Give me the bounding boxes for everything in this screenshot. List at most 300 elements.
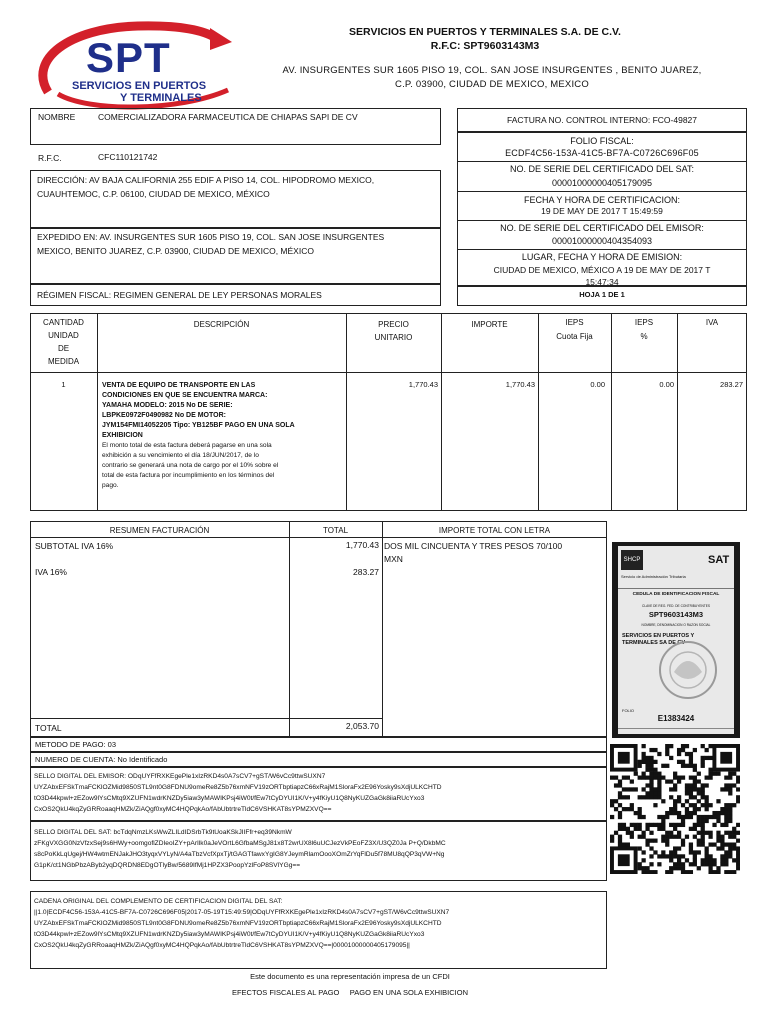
qr-module [689, 752, 693, 756]
qr-module [614, 831, 618, 835]
qr-module [716, 772, 720, 776]
qr-module [669, 756, 673, 760]
client-address-line1: DIRECCIÓN: AV BAJA CALIFORNIA 255 EDIF A PISO 14, COL. HIPODROMO MEXICO, [37, 175, 375, 185]
qr-module [649, 862, 653, 866]
client-rfc: CFC110121742 [98, 152, 158, 162]
qr-module [693, 748, 697, 752]
qr-module [693, 764, 697, 768]
qr-module [673, 772, 677, 776]
desc-bold-1: CONDICIONES EN QUE SE ENCUENTRA MARCA: [102, 392, 268, 399]
qr-module [665, 854, 669, 858]
qr-module [653, 760, 657, 764]
qr-module [720, 846, 724, 850]
qr-module [645, 783, 649, 787]
qr-module [661, 854, 665, 858]
qr-module [618, 842, 622, 846]
col-cantidad-4: MEDIDA [47, 357, 80, 366]
qr-module [685, 764, 689, 768]
qr-module [697, 772, 701, 776]
qr-module [724, 862, 728, 866]
qr-module [677, 760, 681, 764]
qr-module [697, 866, 701, 870]
cedula-title: CEDULA DE IDENTIFICACION FISCAL [632, 592, 720, 597]
qr-module [705, 776, 709, 780]
qr-module [673, 799, 677, 803]
qr-module [653, 803, 657, 807]
qr-module [708, 756, 712, 760]
desc-normal-4: pago. [102, 482, 119, 489]
item-ieps-cuota: 0.00 [590, 380, 605, 389]
qr-module [693, 768, 697, 772]
qr-module [693, 835, 697, 839]
qr-module [614, 799, 618, 803]
qr-module [708, 858, 712, 862]
total-label: TOTAL [35, 723, 62, 733]
qr-module [697, 850, 701, 854]
qr-module [712, 823, 716, 827]
qr-module [712, 858, 716, 862]
qr-module [673, 787, 677, 791]
qr-module [673, 823, 677, 827]
qr-module [705, 850, 709, 854]
sello-sat-label: SELLO DIGITAL DEL SAT: bcTdqNmzLKsWwZLILdIDSrbTk9tUoaKSkJIIFfr+eq39NkmW [34, 829, 292, 836]
qr-module [736, 776, 740, 780]
qr-module [638, 823, 642, 827]
qr-module [642, 866, 646, 870]
qr-module [708, 815, 712, 819]
qr-module [724, 858, 728, 862]
cedula-folio-label: FOLIO [622, 708, 635, 713]
lugar-line1: CIUDAD DE MEXICO, MÉXICO A 19 DE MAY DE 2017 T [493, 265, 711, 275]
qr-module [630, 835, 634, 839]
servicio-text: Servicio de Administración Tributaria [621, 574, 686, 579]
qr-module [728, 815, 732, 819]
qr-module [610, 835, 614, 839]
qr-module [669, 779, 673, 783]
qr-module [736, 779, 740, 783]
col-ieps-pct-2: % [640, 332, 648, 341]
qr-module [653, 839, 657, 843]
qr-module [669, 850, 673, 854]
rfc-label: R.F.C. [38, 153, 62, 163]
qr-module [728, 842, 732, 846]
qr-module [645, 823, 649, 827]
qr-module [661, 835, 665, 839]
desc-bold-5: EXHIBICION [102, 432, 143, 439]
resumen-label: RESUMEN FACTURACIÓN [109, 526, 210, 535]
qr-module [685, 799, 689, 803]
qr-module [634, 787, 638, 791]
footer-payment-note: EFECTOS FISCALES AL PAGO PAGO EN UNA SOLA EXHIBICION [231, 988, 469, 997]
cadena-original [34, 896, 604, 951]
qr-module [653, 787, 657, 791]
qr-module [693, 783, 697, 787]
qr-module [657, 787, 661, 791]
qr-module [657, 783, 661, 787]
importe-letra-label: IMPORTE TOTAL CON LETRA [438, 526, 551, 535]
qr-module [732, 827, 736, 831]
qr-module [697, 791, 701, 795]
shcp-logo [621, 550, 643, 570]
company-rfc: R.F.C: SPT9603143M3 [430, 40, 540, 52]
qr-module [622, 823, 626, 827]
qr-module [685, 752, 689, 756]
qr-module [708, 803, 712, 807]
qr-module [732, 803, 736, 807]
qr-module [701, 835, 705, 839]
qr-module [669, 831, 673, 835]
qr-module [728, 835, 732, 839]
qr-module [657, 752, 661, 756]
company-name: SERVICIOS EN PUERTOS Y TERMINALES S.A. DE C.V. [349, 26, 621, 38]
qr-module [626, 842, 630, 846]
qr-module [622, 827, 626, 831]
summary-box [30, 521, 607, 737]
qr-module [669, 858, 673, 862]
qr-module [622, 807, 626, 811]
qr-module [645, 827, 649, 831]
qr-module [693, 803, 697, 807]
item-ieps-pct: 0.00 [659, 380, 674, 389]
qr-module [685, 783, 689, 787]
qr-module [622, 842, 626, 846]
lugar-line2: 15:47:34 [585, 277, 619, 285]
qr-module [622, 795, 626, 799]
client-name: COMERCIALIZADORA FARMACEUTICA DE CHIAPAS SAPI DE CV [98, 112, 358, 122]
qr-module [697, 819, 701, 823]
qr-module [649, 776, 653, 780]
qr-module [701, 842, 705, 846]
qr-module [657, 823, 661, 827]
qr-module [705, 819, 709, 823]
company-address-line1: AV. INSURGENTES SUR 1605 PISO 19, COL. SAN JOSE INSURGENTES , BENITO JUAREZ, [282, 65, 702, 76]
qr-module [705, 783, 709, 787]
qr-module [685, 807, 689, 811]
qr-module [693, 795, 697, 799]
qr-module [689, 850, 693, 854]
qr-module [669, 854, 673, 858]
qr-module [657, 795, 661, 799]
qr-module [708, 866, 712, 870]
qr-module [649, 823, 653, 827]
qr-module [677, 823, 681, 827]
qr-module [720, 823, 724, 827]
qr-module [630, 779, 634, 783]
subtotal-value: 1,770.43 [345, 540, 379, 550]
qr-module [669, 823, 673, 827]
item-precio: 1,770.43 [408, 380, 438, 389]
qr-module [653, 870, 657, 874]
qr-module [720, 835, 724, 839]
desc-bold-4: JYM154FMI14052205 Tipo: YB125BF PAGO EN UNA SOLA [102, 422, 295, 429]
qr-module [724, 787, 728, 791]
qr-module [720, 811, 724, 815]
item-iva: 283.27 [720, 380, 743, 389]
qr-module [669, 744, 673, 748]
qr-module [724, 811, 728, 815]
qr-module [681, 744, 685, 748]
metodo-box [30, 737, 607, 752]
qr-module [618, 811, 622, 815]
qr-module [645, 870, 649, 874]
qr-module [716, 799, 720, 803]
qr-module [708, 831, 712, 835]
qr-module [697, 779, 701, 783]
qr-module [669, 866, 673, 870]
qr-module [736, 858, 740, 862]
qr-module [649, 748, 653, 752]
qr-module [689, 815, 693, 819]
qr-module [610, 803, 614, 807]
qr-module [649, 787, 653, 791]
qr-module [701, 815, 705, 819]
qr-module [732, 858, 736, 862]
qr-module [642, 870, 646, 874]
qr-finder-pattern [618, 854, 630, 866]
qr-module [708, 776, 712, 780]
qr-module [673, 776, 677, 780]
qr-module [685, 870, 689, 874]
qr-module [708, 854, 712, 858]
qr-module [653, 772, 657, 776]
qr-module [736, 866, 740, 870]
qr-module [677, 858, 681, 862]
qr-module [661, 799, 665, 803]
qr-module [716, 870, 720, 874]
qr-module [689, 842, 693, 846]
qr-module [716, 846, 720, 850]
qr-module [669, 787, 673, 791]
qr-module [705, 807, 709, 811]
qr-module [689, 776, 693, 780]
numero-cuenta: NUMERO DE CUENTA: No Identificado [35, 755, 168, 764]
qr-module [705, 854, 709, 858]
col-precio-2: UNITARIO [374, 333, 413, 342]
qr-module [634, 772, 638, 776]
logo-line1: SERVICIOS EN PUERTOS [72, 80, 207, 92]
qr-module [661, 823, 665, 827]
qr-module [661, 819, 665, 823]
iva-label: IVA 16% [35, 567, 67, 577]
qr-module [661, 827, 665, 831]
qr-module [642, 752, 646, 756]
qr-module [736, 787, 740, 791]
qr-module [693, 858, 697, 862]
qr-module [716, 811, 720, 815]
qr-module [649, 779, 653, 783]
qr-module [622, 776, 626, 780]
qr-module [701, 787, 705, 791]
qr-module [665, 831, 669, 835]
qr-module [697, 807, 701, 811]
qr-module [708, 870, 712, 874]
item-cantidad: 1 [61, 380, 66, 389]
cedula-fiscal-image [612, 542, 740, 738]
qr-module [630, 803, 634, 807]
qr-module [677, 748, 681, 752]
qr-module [720, 842, 724, 846]
qr-module [661, 850, 665, 854]
qr-module [689, 803, 693, 807]
qr-module [673, 850, 677, 854]
qr-module [708, 768, 712, 772]
expedido-line1: EXPEDIDO EN: AV. INSURGENTES SUR 1605 PISO 19, COL. SAN JOSE INSURGENTES [37, 232, 385, 242]
sello-emisor-line: CxOS2QkU4kqZyGRRoaaqHMZk/ZiAQgf0xyMC4HQPqkAo/fAbUbtrtreTldC6VSHKAT8sYPMZXVQ== [34, 806, 332, 813]
qr-module [712, 862, 716, 866]
qr-module [712, 811, 716, 815]
qr-module [681, 842, 685, 846]
qr-module [634, 827, 638, 831]
cadena-line: CxOS2QkU4kqZyGRRoaaqHMZk/ZiAQgf0xyMC4HQPqkAo/fAbUbtrtreTldC6VSHKAT8sYPMZXVQ==|00001000000405179095|| [34, 942, 410, 949]
qr-module [618, 795, 622, 799]
qr-module [712, 772, 716, 776]
qr-module [732, 870, 736, 874]
qr-module [728, 850, 732, 854]
qr-module [649, 831, 653, 835]
qr-module [697, 823, 701, 827]
qr-module [645, 764, 649, 768]
qr-module [708, 744, 712, 748]
qr-module [665, 870, 669, 874]
qr-module [638, 815, 642, 819]
qr-module [724, 776, 728, 780]
qr-module [701, 744, 705, 748]
qr-module [610, 799, 614, 803]
qr-module [689, 760, 693, 764]
qr-module [693, 823, 697, 827]
qr-module [728, 807, 732, 811]
qr-module [732, 831, 736, 835]
qr-module [681, 776, 685, 780]
qr-module [673, 866, 677, 870]
qr-module [638, 764, 642, 768]
qr-module [681, 760, 685, 764]
qr-module [618, 815, 622, 819]
qr-module [653, 748, 657, 752]
qr-module [634, 811, 638, 815]
desc-normal-1: exhibición a su vencimiento el día 18/JUN/2017, de lo [102, 452, 259, 459]
qr-module [728, 831, 732, 835]
qr-module [685, 744, 689, 748]
qr-module [724, 819, 728, 823]
qr-module [669, 811, 673, 815]
qr-module [677, 862, 681, 866]
qr-module [677, 779, 681, 783]
qr-module [653, 850, 657, 854]
regimen-fiscal: RÉGIMEN FISCAL: REGIMEN GENERAL DE LEY PERSONAS MORALES [37, 290, 322, 300]
qr-module [657, 815, 661, 819]
sello-sat-line: s8cPoKkLqUgej/HW4wtmENJakJHO3tyqxVYLyN/A4aTbzVcfXpxTj/tGAGTfawxYgIG8YJeymRlamOooXOmZrYqFlDu5f78MU8qQP3qVW+Ng [34, 851, 445, 858]
logo-line2: Y TERMINALES [120, 92, 202, 104]
qr-module [610, 839, 614, 843]
cadena-line: tO3D44kpwl+zEZow9lYsCMtq9XZUFN1wdrKNZDy5iaw3yMAWIKPsj4iW0t/fEw7tCyDYUI1K/V+y4fKiyU1Q8NyKUZGaGk8iiaRUcYxo3 [34, 931, 425, 938]
qr-module [645, 795, 649, 799]
qr-module [724, 803, 728, 807]
qr-module [649, 870, 653, 874]
qr-module [724, 815, 728, 819]
qr-module [693, 779, 697, 783]
qr-module [693, 850, 697, 854]
qr-module [681, 870, 685, 874]
qr-module [630, 831, 634, 835]
invoice-control-number: FACTURA NO. CONTROL INTERNO: FCO-49827 [506, 115, 698, 125]
sat-cert-number: 00001000000405179095 [551, 178, 653, 188]
col-ieps-cuota-1: IEPS [565, 318, 584, 327]
qr-module [736, 839, 740, 843]
qr-module [720, 862, 724, 866]
qr-module [669, 870, 673, 874]
qr-module [657, 772, 661, 776]
sello-sat-line: zFKgVXGG0NzVfzxSej9s6HWy+oomgoflZDIeoIZY+pArIlk0aJeVOrtL6GfbaMSgJ81x8T2wrUX8l6uUCJezVkPEoFZ3X/U3QZ0Ja P+Q/DkbMC [34, 840, 446, 847]
qr-module [689, 756, 693, 760]
qr-module [681, 748, 685, 752]
qr-module [705, 862, 709, 866]
qr-module [618, 839, 622, 843]
qr-module [708, 772, 712, 776]
col-cantidad-1: CANTIDAD [43, 318, 84, 327]
qr-module [618, 783, 622, 787]
qr-module [642, 831, 646, 835]
qr-module [649, 795, 653, 799]
qr-module [665, 752, 669, 756]
qr-module [705, 858, 709, 862]
qr-module [708, 842, 712, 846]
cedula-name2: TERMINALES SA DE CV [622, 640, 686, 646]
sello-emisor-line: tO3D44kpwl+zEZow9lYsCMtq9XZUFN1wdrKNZDy5iaw3yMAWIKPsj4iW0t/fEw7tCyDYUI1K/V+y4fKiyU1Q8NyKUZGaGk8iiaRUcYxo3 [34, 795, 425, 802]
qr-module [634, 823, 638, 827]
qr-module [697, 831, 701, 835]
qr-module [653, 776, 657, 780]
col-descripcion: DESCRIPCIÓN [193, 320, 250, 329]
qr-module [618, 827, 622, 831]
qr-code-graphic [610, 744, 740, 874]
qr-module [618, 835, 622, 839]
qr-module [673, 827, 677, 831]
qr-module [649, 783, 653, 787]
qr-module [610, 776, 614, 780]
qr-module [630, 823, 634, 827]
shcp-text: SHCP [623, 557, 641, 563]
qr-module [681, 866, 685, 870]
qr-module [689, 791, 693, 795]
qr-module [677, 799, 681, 803]
qr-module [724, 831, 728, 835]
cert-date-label: FECHA Y HORA DE CERTIFICACION: [523, 195, 681, 205]
qr-module [701, 795, 705, 799]
qr-module [705, 799, 709, 803]
qr-module [716, 839, 720, 843]
qr-module [677, 776, 681, 780]
qr-module [622, 787, 626, 791]
cert-date: 19 DE MAY DE 2017 T 15:49:59 [541, 206, 663, 216]
col-ieps-pct-1: IEPS [634, 318, 654, 327]
qr-module [642, 776, 646, 780]
qr-module [642, 772, 646, 776]
qr-module [638, 776, 642, 780]
qr-module [689, 862, 693, 866]
qr-module [642, 760, 646, 764]
qr-module [665, 764, 669, 768]
qr-module [645, 756, 649, 760]
qr-module [720, 854, 724, 858]
qr-module [661, 764, 665, 768]
sello-emisor [34, 771, 604, 815]
qr-module [697, 815, 701, 819]
qr-module [728, 783, 732, 787]
qr-module [638, 760, 642, 764]
qr-module [736, 854, 740, 858]
qr-module [732, 842, 736, 846]
